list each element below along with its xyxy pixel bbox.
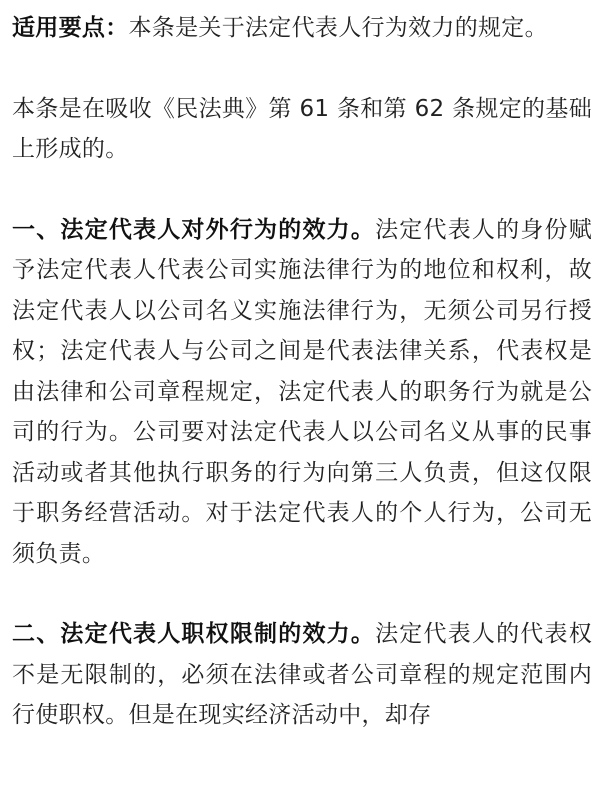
paragraph-applicability [12, 8, 592, 49]
applicability-label: 适用要点： [12, 15, 129, 41]
section-one-text: 法定代表人的身份赋予法定代表人代表公司实施法律行为的地位和权利，故法定代表人以公司名义实施法律行为，无须公司另行授权；法定代表人与公司之间是代表法律关系，代表权是由法律和公司章程规定，法定代表人的职务行为就是公司的行为。公司要对法定代表人以公司名义从事的民事活动或者其他执行职务的行为向第三人负责，但这仅限于职务经营活动。对于法定代表人的个人行为，公司无须负责。 [12, 216, 593, 567]
paragraph-section-one [12, 210, 592, 575]
applicability-text: 本条是关于法定代表人行为效力的规定。 [128, 15, 548, 41]
paragraph-section-two [12, 614, 592, 736]
paragraph-spacer [12, 574, 592, 614]
paragraph-origin [12, 89, 592, 170]
section-one-heading: 一、法定代表人对外行为的效力。 [12, 216, 376, 243]
article-body [12, 8, 592, 736]
paragraph-spacer [12, 49, 592, 89]
paragraph-spacer [12, 170, 592, 210]
section-two-text: 法定代表人的代表权不是无限制的，必须在法律或者公司章程的规定范围内行使职权。但是在现实经济活动中，却存 [12, 621, 593, 728]
section-two-heading: 二、法定代表人职权限制的效力。 [12, 621, 376, 647]
origin-text: 本条是在吸收《民法典》第 61 条和第 62 条规定的基础上形成的。 [12, 95, 592, 162]
